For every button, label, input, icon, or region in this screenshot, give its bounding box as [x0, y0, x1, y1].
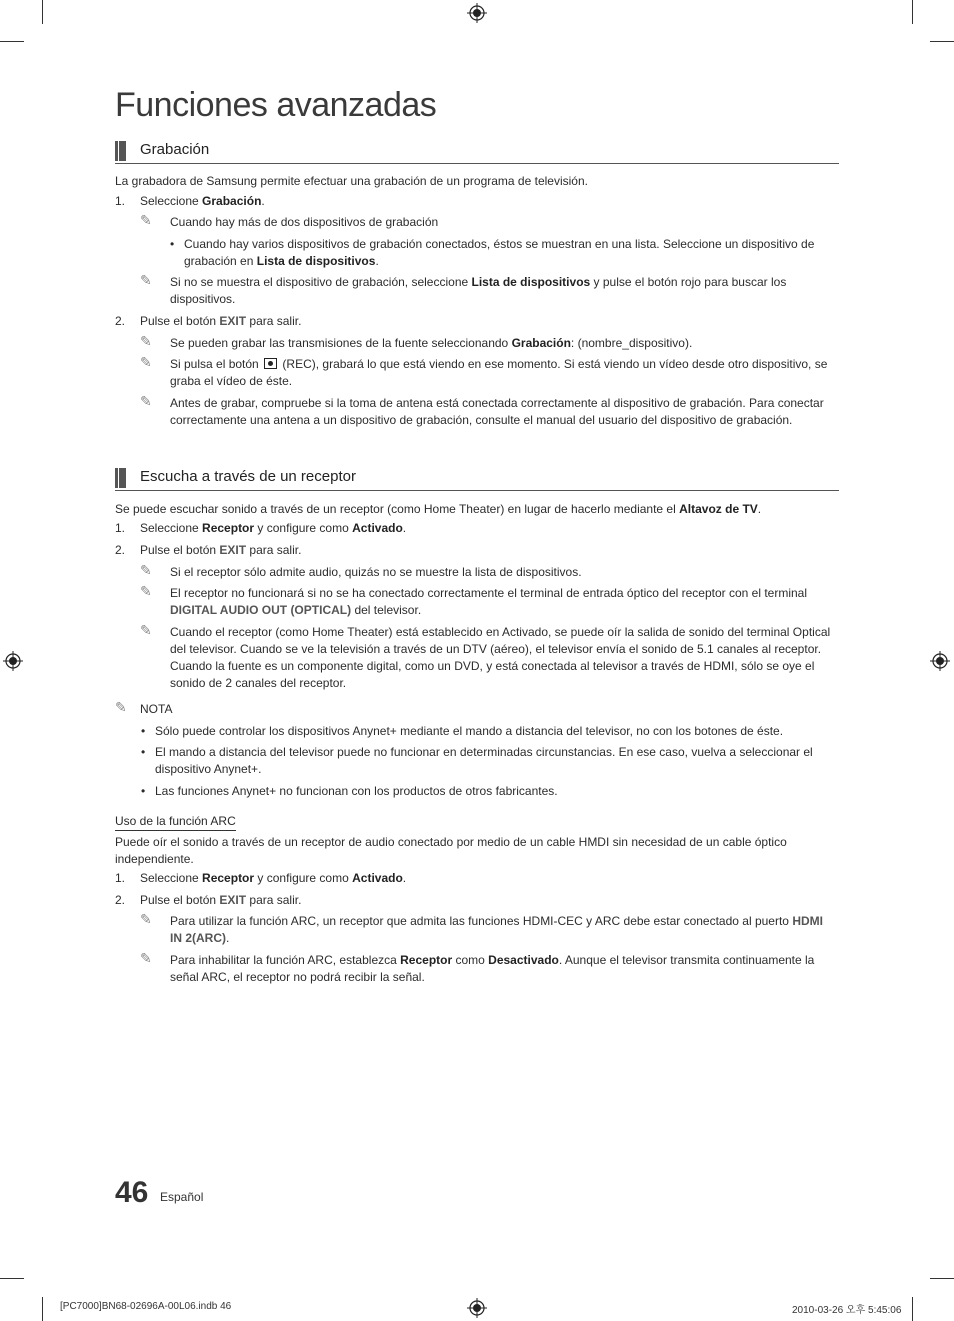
section-bar-icon [115, 468, 126, 488]
crop-mark [930, 41, 954, 42]
step-number: 2. [115, 314, 126, 328]
note-text: Cuando el receptor (como Home Theater) está establecido en Activado, se puede oír la salida de sonido del terminal Optical del televisor. Cuando se ve la televisión a través de un DTV (aéreo), el televisor envía el sonido de 5.1 canales al receptor. Cuando la fuente es un componente digital, como un DVD, y está conectada al televisor a través de HDMI, sólo se oye el sonido de 2 canales del receptor. [170, 625, 831, 690]
bullet-icon: • [141, 745, 146, 759]
section-bar-icon [115, 141, 126, 161]
bullet-icon: • [141, 784, 146, 798]
note-text: Cuando hay más de dos dispositivos de grabación [170, 215, 439, 229]
pencil-note-icon: ✎ [140, 212, 152, 228]
section-heading-grabacion [115, 139, 839, 164]
registration-mark-icon [467, 1298, 487, 1318]
step-number: 1. [115, 194, 126, 208]
crop-mark [912, 0, 913, 24]
pencil-note-icon: ✎ [115, 699, 127, 715]
section-heading-label: Escucha a través de un receptor [140, 468, 356, 485]
page-number: 46 [115, 1176, 149, 1209]
pencil-note-icon: ✎ [140, 622, 152, 638]
page-language: Español [160, 1190, 204, 1204]
note-text: Para utilizar la función ARC, un receptor que admita las funciones HDMI-CEC y ARC debe estar conectado al puerto HDMI IN 2(ARC). [170, 914, 823, 945]
bullet-icon: • [141, 724, 146, 738]
pencil-note-icon: ✎ [140, 583, 152, 599]
pencil-note-icon: ✎ [140, 272, 152, 288]
note-text: Para inhabilitar la función ARC, establezca Receptor como Desactivado. Aunque el televisor transmita continuamente la señal ARC, el receptor no podrá recibir la señal. [170, 953, 815, 984]
crop-mark [42, 1297, 43, 1321]
crop-mark [930, 1278, 954, 1279]
step-text: Seleccione Receptor y configure como Activado. [140, 871, 407, 885]
bullet-text: Sólo puede controlar los dispositivos Anynet+ mediante el mando a distancia del televisor, no con los botones de éste. [155, 724, 784, 738]
crop-mark [42, 0, 43, 24]
note-text: Si pulsa el botón (REC), grabará lo que está viendo en ese momento. Si está viendo un vídeo desde otro dispositivo, se graba el vídeo de éste. [170, 357, 828, 388]
paragraph: La grabadora de Samsung permite efectuar una grabación de un programa de televisión. [115, 174, 588, 188]
registration-mark-icon [930, 651, 950, 671]
step-text: Seleccione Receptor y configure como Activado. [140, 521, 407, 535]
step-text: Seleccione Grabación. [140, 194, 265, 208]
rec-button-icon [264, 358, 277, 369]
pencil-note-icon: ✎ [140, 354, 152, 370]
step-number: 2. [115, 893, 126, 907]
crop-mark [0, 1278, 24, 1279]
step-number: 1. [115, 521, 126, 535]
registration-mark-icon [3, 651, 23, 671]
note-text: Se pueden grabar las transmisiones de la fuente seleccionando Grabación: (nombre_dispositivo). [170, 336, 693, 350]
section-heading-label: Grabación [140, 141, 210, 158]
print-date-info: 2010-03-26 오후 5:45:06 [792, 1305, 902, 1316]
bullet-icon: • [170, 237, 175, 251]
paragraph: Se puede escuchar sonido a través de un receptor (como Home Theater) en lugar de hacerlo mediante el Altavoz de TV. [115, 502, 762, 516]
pencil-note-icon: ✎ [140, 911, 152, 927]
bullet-text: El mando a distancia del televisor puede no funcionar en determinadas circunstancias. En ese caso, vuelva a seleccionar el dispositivo Anynet+. [155, 745, 813, 776]
bullet-text: Cuando hay varios dispositivos de grabación conectados, éstos se muestran en una lista. Seleccione un dispositivo de grabación en Lista de dispositivos. [184, 237, 815, 268]
note-text: El receptor no funcionará si no se ha conectado correctamente el terminal de entrada óptico del receptor con el terminal DIGITAL AUDIO OUT (OPTICAL) del televisor. [170, 586, 808, 617]
subheading-arc: Uso de la función ARC [115, 813, 236, 831]
crop-mark [0, 41, 24, 42]
pencil-note-icon: ✎ [140, 393, 152, 409]
paragraph: Puede oír el sonido a través de un receptor de audio conectado por medio de un cable HMDI sin necesidad de un cable óptico independiente. [115, 835, 787, 866]
note-text: Si no se muestra el dispositivo de grabación, seleccione Lista de dispositivos y pulse el botón rojo para buscar los dispositivos. [170, 275, 787, 306]
pencil-note-icon: ✎ [140, 562, 152, 578]
pencil-note-icon: ✎ [140, 950, 152, 966]
crop-mark [912, 1297, 913, 1321]
page-title: Funciones avanzadas [115, 86, 437, 124]
step-number: 1. [115, 871, 126, 885]
step-text: Pulse el botón EXIT para salir. [140, 314, 302, 328]
note-text: Antes de grabar, compruebe si la toma de antena está conectada correctamente al dispositivo de grabación. Para conectar correctamente una antena a un dispositivo de grabación, consulte el manual del usuario del dispositivo de grabación. [170, 396, 824, 427]
bullet-text: Las funciones Anynet+ no funcionan con los productos de otros fabricantes. [155, 784, 558, 798]
step-text: Pulse el botón EXIT para salir. [140, 543, 302, 557]
step-number: 2. [115, 543, 126, 557]
registration-mark-icon [467, 3, 487, 23]
step-text: Pulse el botón EXIT para salir. [140, 893, 302, 907]
print-file-info: [PC7000]BN68-02696A-00L06.indb 46 [60, 1301, 232, 1312]
nota-label: NOTA [140, 702, 173, 716]
pencil-note-icon: ✎ [140, 333, 152, 349]
section-heading-receptor [115, 466, 839, 491]
note-text: Si el receptor sólo admite audio, quizás no se muestre la lista de dispositivos. [170, 565, 582, 579]
